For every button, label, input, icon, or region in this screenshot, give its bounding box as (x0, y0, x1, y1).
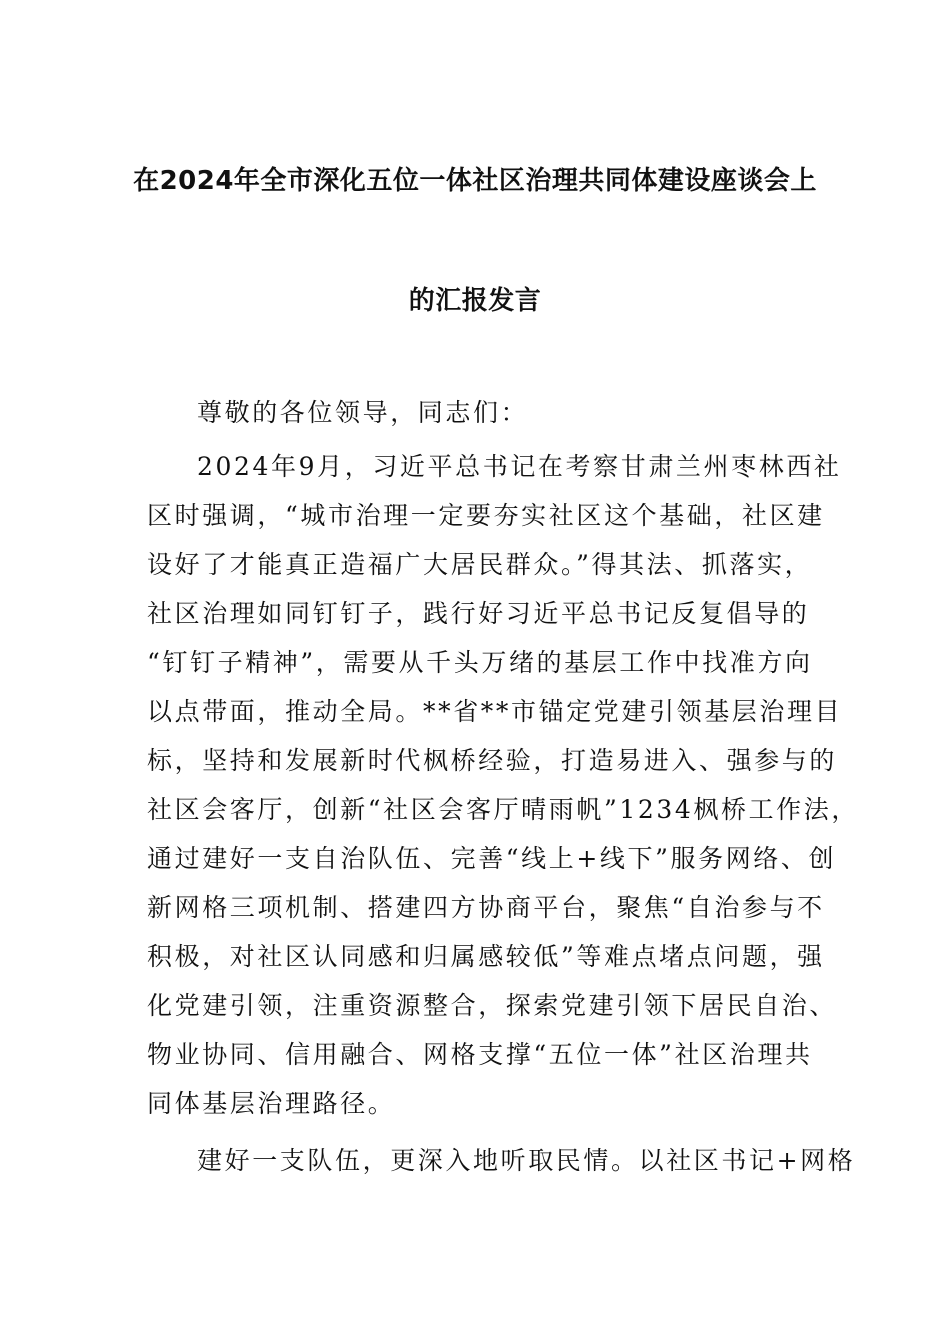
title-line-2: 的汇报发言 (408, 286, 542, 316)
paragraph-line: “钉钉子精神”，需要从千头万绪的基层工作中找准方向 (147, 648, 813, 677)
paragraph-line: 社区会客厅，创新“社区会客厅晴雨帆”1234枫桥工作法， (147, 795, 859, 824)
paragraph-line: 社区治理如同钉钉子，践行好习近平总书记反复倡导的 (147, 599, 810, 628)
paragraph-line: 新网格三项机制、搭建四方协商平台，聚焦“自治参与不 (147, 893, 825, 922)
paragraph-line: 2024年9月，习近平总书记在考察甘肃兰州枣林西社 (197, 452, 842, 481)
paragraph-line: 通过建好一支自治队伍、完善“线上+线下”服务网络、创 (147, 844, 837, 873)
paragraph-line: 以点带面，推动全局。**省**市锚定党建引领基层治理目 (147, 697, 843, 726)
paragraph-line: 物业协同、信用融合、网格支撑“五位一体”社区治理共 (147, 1040, 813, 1069)
paragraph-line: 积极，对社区认同感和归属感较低”等难点堵点问题，强 (147, 942, 825, 971)
paragraph-line: 设好了才能真正造福广大居民群众。”得其法、抓落实， (147, 550, 813, 579)
paragraph-line: 同体基层治理路径。 (147, 1089, 396, 1118)
paragraph-line: 建好一支队伍，更深入地听取民情。以社区书记+网格 (197, 1146, 856, 1175)
paragraph-line: 标，坚持和发展新时代枫桥经验，打造易进入、强参与的 (147, 746, 838, 775)
salutation: 尊敬的各位领导，同志们： (197, 398, 529, 427)
title-line-1: 在2024年全市深化五位一体社区治理共同体建设座谈会上 (133, 166, 817, 196)
paragraph-line: 区时强调，“城市治理一定要夯实社区这个基础，社区建 (147, 501, 825, 530)
paragraph-line: 化党建引领，注重资源整合，探索党建引领下居民自治、 (147, 991, 838, 1020)
